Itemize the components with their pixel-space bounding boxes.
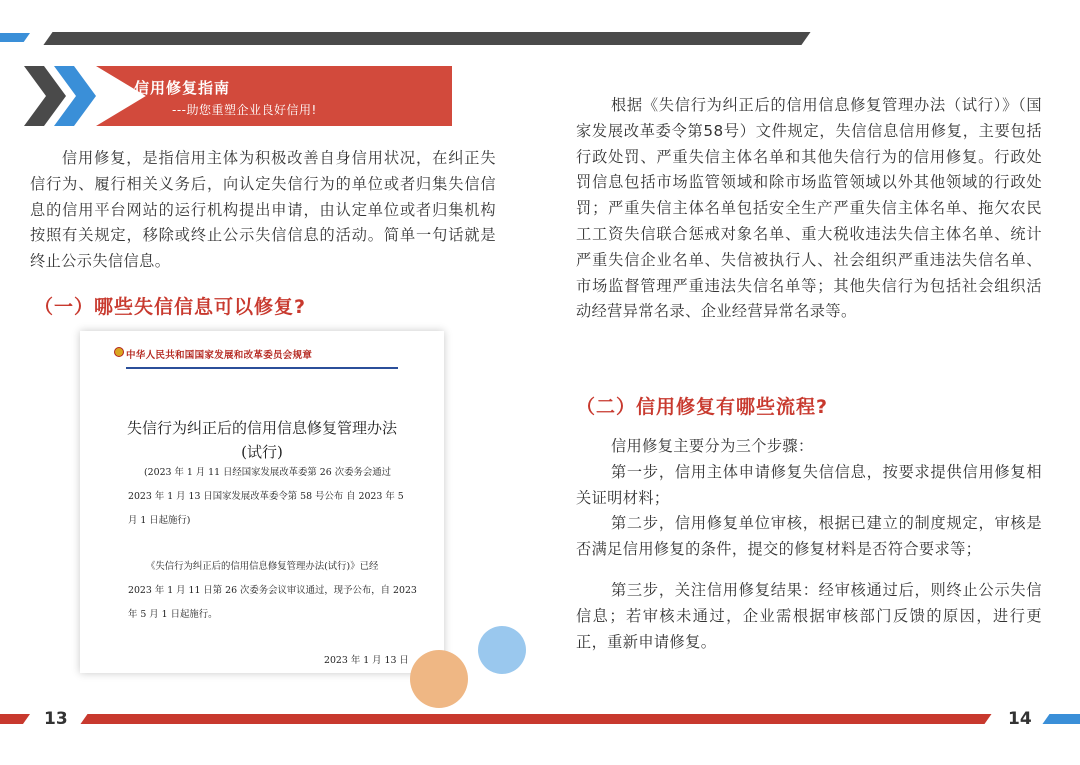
top-gray-bar	[43, 32, 810, 45]
step-3: 第三步，关注信用修复结果：经审核通过后，则终止公示失信信息；若审核未通过，企业需根据审核部门反馈的原因，进行更正，重新申请修复。	[576, 581, 1042, 651]
doc-note-line-1: (2023 年 1 月 11 日经国家发展改革委第 26 次委务会通过	[144, 467, 391, 478]
doc-body-line-2: 2023 年 1 月 11 日第 26 次委务会议审议通过，现予公布，自 2023	[128, 585, 417, 596]
doc-header-rule	[126, 367, 398, 369]
top-blue-stripe	[0, 33, 30, 42]
doc-note-line-3: 月 1 日起施行)	[128, 515, 191, 526]
header-title: 信用修复指南	[134, 79, 231, 97]
doc-title-sub: (试行)	[241, 443, 283, 461]
right-paragraph: 根据《失信行为纠正后的信用信息修复管理办法（试行）》（国家发展改革委令第58号）文件规定，失信信息信用修复，主要包括行政处罚、严重失信主体名单和其他失信行为的信用修复。行政处罚信息包括市场监管领域和除市场监管领域以外其他领域的行政处罚；严重失信主体名单包括安全生产严重失信主体名单、拖欠农民工工资失信联合惩戒对象名单、重大税收违法失信主体名单、统计严重失信企业名单、失信被执行人、社会组织严重违法失信名单、市场监督管理严重违法失信名单等；其他失信行为包括社会组织活动经营异常名录、企业经营异常名录等。	[576, 96, 1042, 321]
national-emblem-icon	[114, 347, 124, 357]
chevron-gray	[24, 66, 66, 126]
header-chevrons	[24, 66, 98, 126]
header-subtitle: ---助您重塑企业良好信用!	[172, 103, 317, 117]
bottom-blue-stripe	[1042, 714, 1080, 724]
bottom-red-stripe-left	[0, 714, 30, 724]
doc-header: 中华人民共和国国家发展和改革委员会规章	[126, 350, 313, 361]
step-2: 第二步，信用修复单位审核，根据已建立的制度规定，审核是否满足信用修复的条件，提交的修复材料是否符合要求等；	[576, 514, 1042, 558]
doc-title: 失信行为纠正后的信用信息修复管理办法	[126, 419, 397, 437]
decor-circle-blue	[478, 626, 526, 674]
decor-circle-orange	[410, 650, 468, 708]
regulation-document-image	[80, 331, 444, 673]
section-heading-2: （二）信用修复有哪些流程?	[576, 396, 829, 418]
doc-body-line-3: 年 5 月 1 日起施行。	[128, 609, 218, 620]
section-heading-1: （一）哪些失信信息可以修复?	[34, 296, 307, 318]
doc-body-line-1: 《失信行为纠正后的信用信息修复管理办法(试行)》已经	[146, 561, 379, 572]
doc-date: 2023 年 1 月 13 日	[324, 655, 409, 666]
intro-paragraph: 信用修复，是指信用主体为积极改善自身信用状况，在纠正失信行为、履行相关义务后，向认定失信行为的单位或者归集失信信息的信用平台网站的运行机构提出申请，由认定单位或者归集机构按照有关规定，移除或终止公示失信信息的活动。简单一句话就是终止公示失信信息。	[30, 149, 496, 271]
page-number-left: 13	[44, 709, 68, 729]
page-number-right: 14	[1008, 709, 1032, 729]
bottom-red-bar	[80, 714, 991, 724]
steps-intro: 信用修复主要分为三个步骤：	[610, 437, 814, 455]
step-1: 第一步，信用主体申请修复失信信息，按要求提供信用修复相关证明材料；	[576, 463, 1042, 507]
doc-note-line-2: 2023 年 1 月 13 日国家发展改革委令第 58 号公布 自 2023 年 5	[128, 491, 404, 502]
